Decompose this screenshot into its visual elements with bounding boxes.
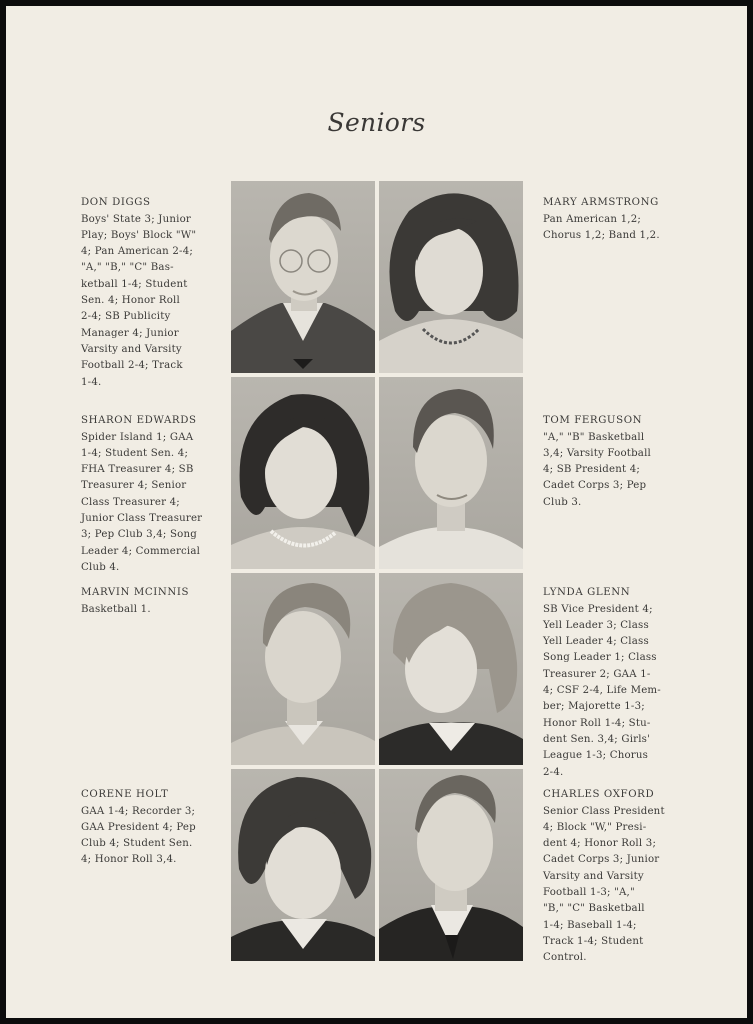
senior-activities: Senior Class President 4; Block "W," Presi- dent 4; Honor Roll 3; Cadet Corps 3; Junior Varsity and Varsity Football 1-3; "A," "B," "C" Basketball 1-4; Baseball 1-4; Track 1-4; Student Control. [543, 805, 665, 964]
senior-name: MARY ARMSTRONG [543, 197, 659, 209]
bio-charles-oxford [543, 771, 693, 967]
senior-name: MARVIN MCINNIS [81, 587, 190, 599]
portrait-marvin-mcinnis [231, 573, 375, 765]
bio-mary-armstrong [543, 179, 693, 244]
senior-name: TOM FERGUSON [543, 415, 643, 427]
bio-marvin-mcinnis [81, 569, 226, 618]
senior-activities: GAA 1-4; Recorder 3; GAA President 4; Pep Club 4; Student Sen. 4; Honor Roll 3,4. [81, 805, 196, 866]
bio-tom-ferguson [543, 397, 693, 511]
portrait-lynda-glenn [379, 573, 523, 765]
bio-don-diggs [81, 179, 226, 391]
portrait-charles-oxford [379, 769, 523, 961]
bio-corene-holt [81, 771, 226, 869]
senior-name: SHARON EDWARDS [81, 415, 197, 427]
senior-activities: Basketball 1. [81, 603, 151, 615]
senior-activities: "A," "B" Basketball 3,4; Varsity Football 4; SB President 4; Cadet Corps 3; Pep Club 3. [543, 431, 651, 508]
senior-name: LYNDA GLENN [543, 587, 631, 599]
senior-activities: Spider Island 1; GAA 1-4; Student Sen. 4; FHA Treasurer 4; SB Treasurer 4; Senior Class Treasurer 4; Junior Class Treasurer 3; Pep Club 3,4; Song Leader 4; Commercial Club 4. [81, 431, 203, 573]
senior-activities: Pan American 1,2; Chorus 1,2; Band 1,2. [543, 213, 660, 241]
portrait-corene-holt [231, 769, 375, 961]
senior-name: DON DIGGS [81, 197, 151, 209]
senior-name: CORENE HOLT [81, 789, 169, 801]
senior-activities: SB Vice President 4; Yell Leader 3; Class Yell Leader 4; Class Song Leader 1; Class Treasurer 2; GAA 1- 4; CSF 2-4, Life Mem- ber; Majorette 1-3; Honor Roll 1-4; Stu- dent Sen. 3,4; Girls' League 1-3; Chorus 2-4. [543, 603, 661, 778]
bio-sharon-edwards [81, 397, 226, 576]
portrait-mary-armstrong [379, 181, 523, 373]
senior-name: CHARLES OXFORD [543, 789, 655, 801]
portrait-tom-ferguson [379, 377, 523, 569]
page-title: Seniors [327, 108, 426, 137]
senior-activities: Boys' State 3; Junior Play; Boys' Block "W" 4; Pan American 2-4; "A," "B," "C" Bas- ketball 1-4; Student Sen. 4; Honor Roll 2-4; SB Publicity Manager 4; Junior Varsity and Varsity Football 2-4; Track 1-4. [81, 213, 197, 388]
portrait-don-diggs [231, 181, 375, 373]
portrait-sharon-edwards [231, 377, 375, 569]
bio-lynda-glenn [543, 569, 693, 781]
